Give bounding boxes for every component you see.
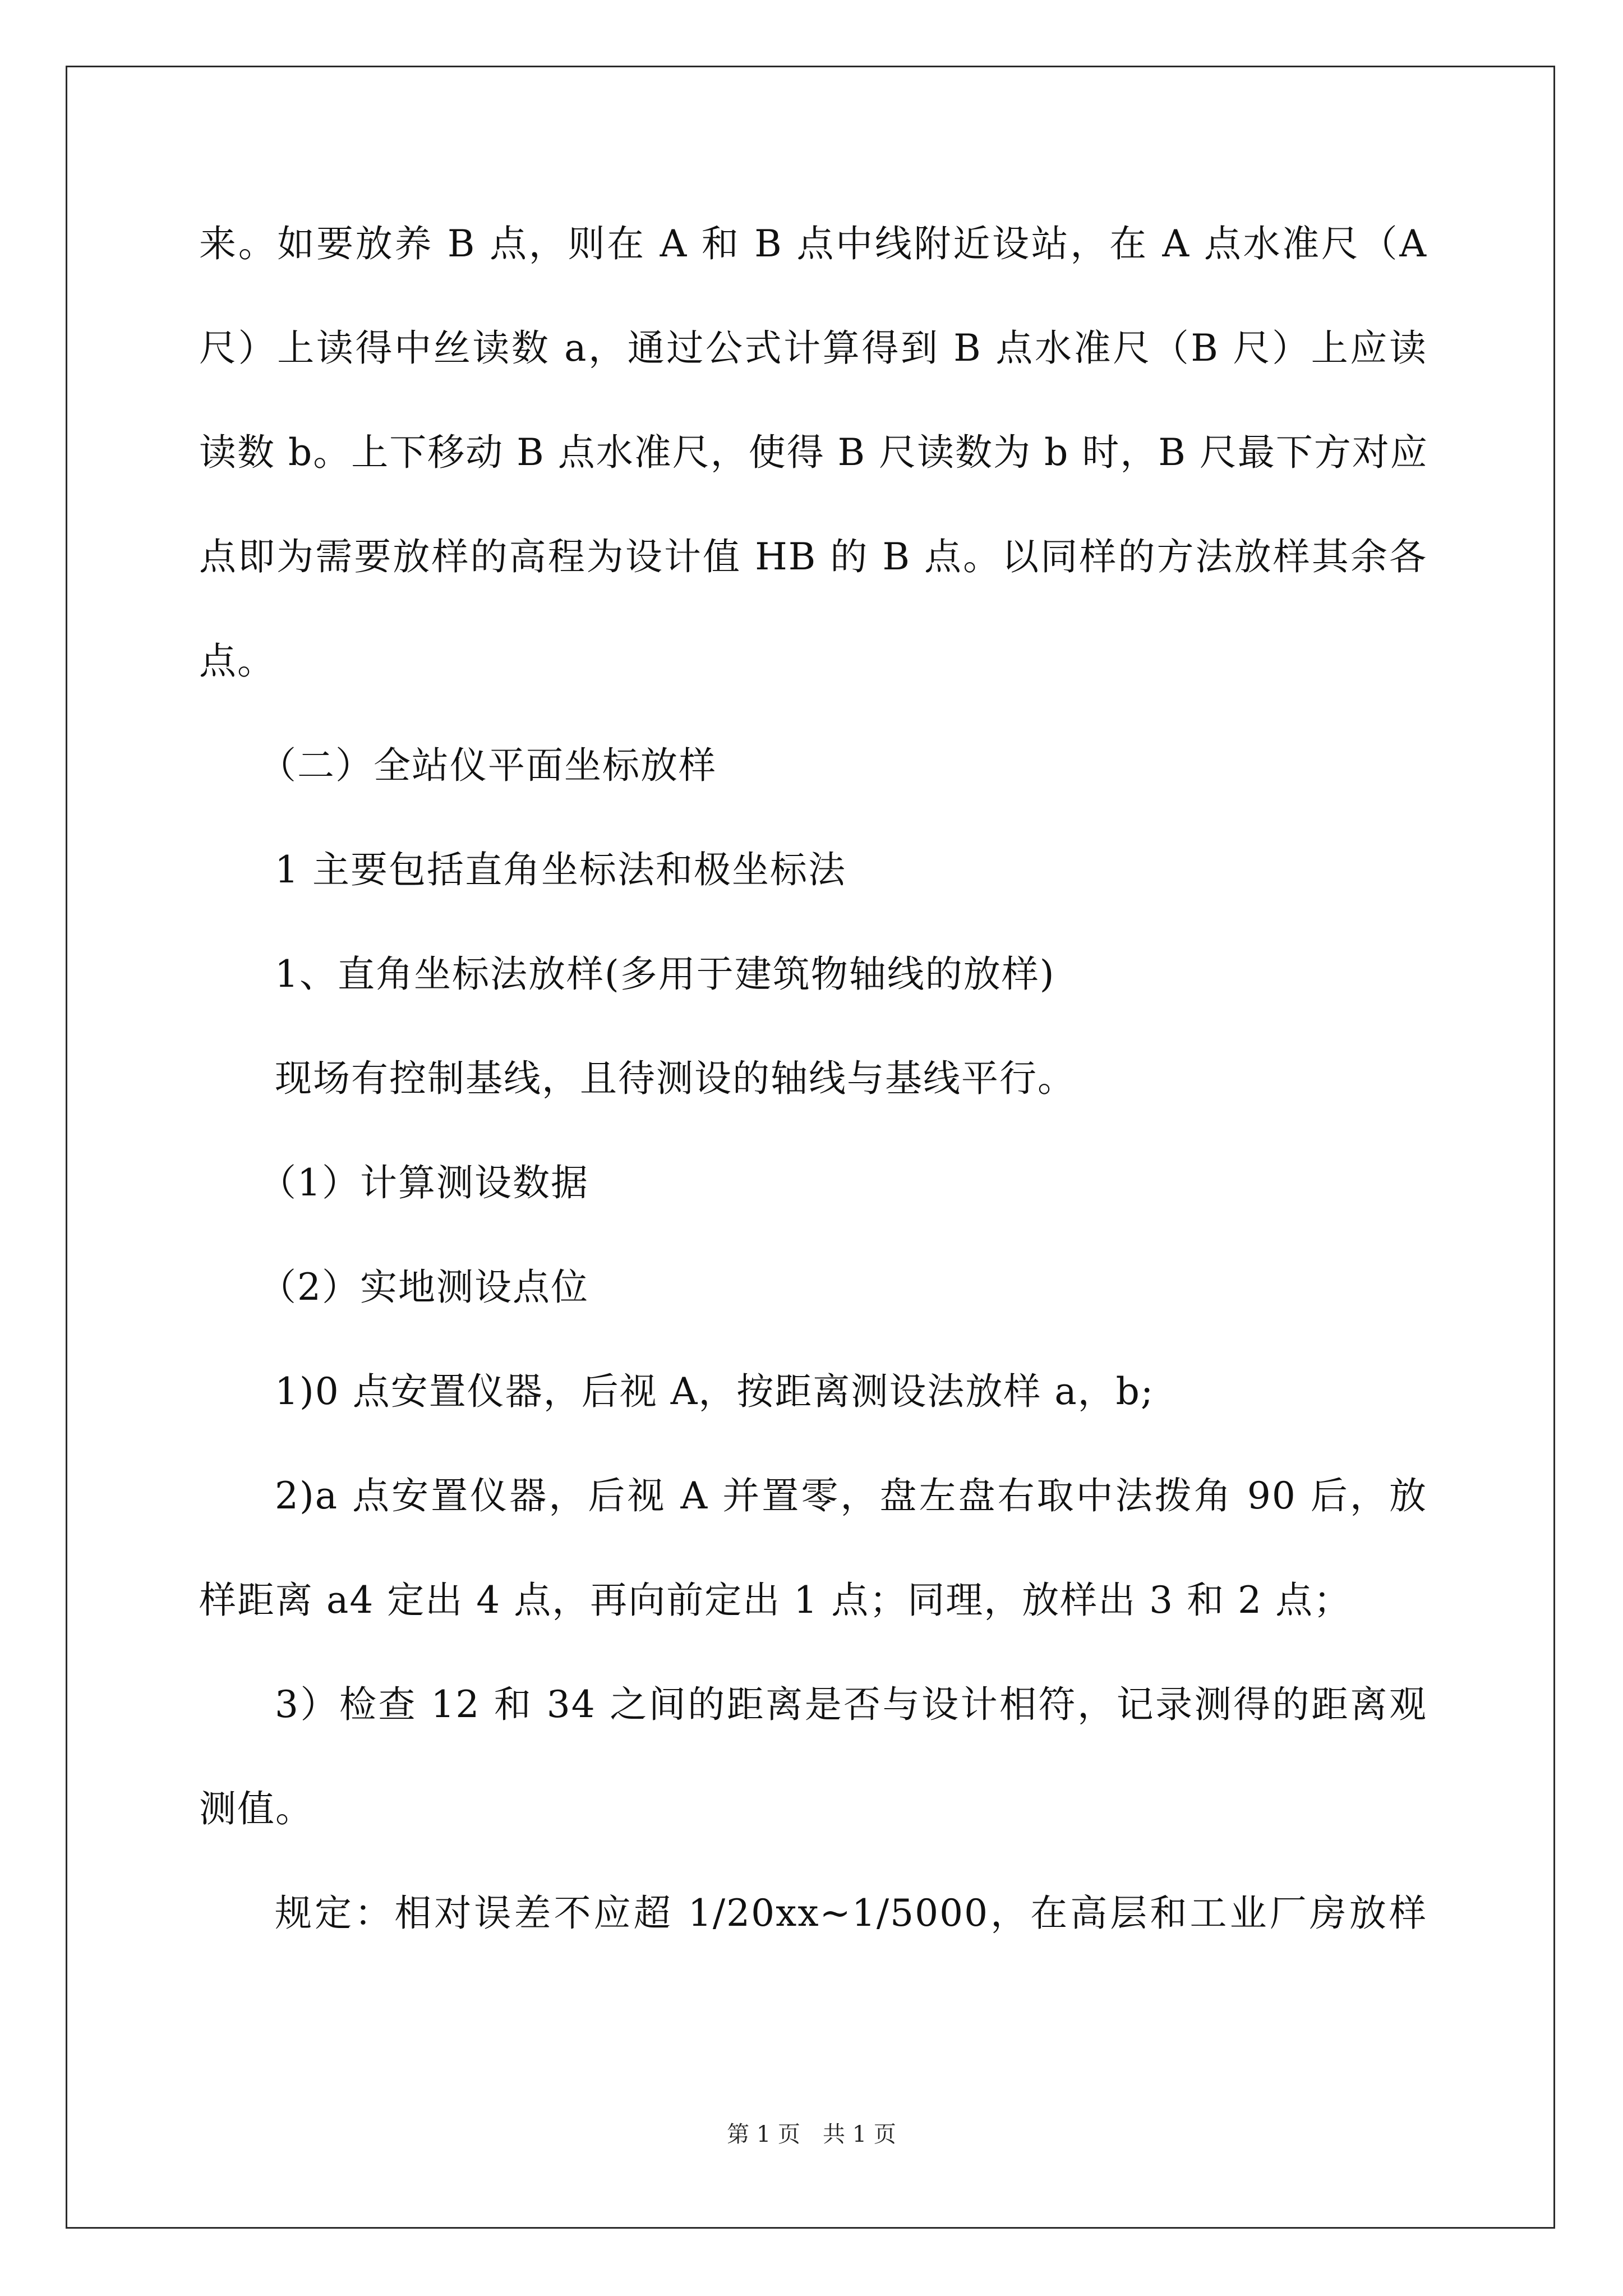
text-line: 样距离 a4 定出 4 点，再向前定出 1 点；同理，放样出 3 和 2 点；: [199, 1579, 1352, 1622]
text-line: 尺）上读得中丝读数 a，通过公式计算得到 B 点水准尺（B 尺）上应读: [199, 326, 1427, 370]
text-line: 1)0 点安置仪器，后视 A，按距离测设法放样 a，b;: [275, 1370, 1155, 1413]
page-footer: 第 1 页 共 1 页: [727, 2122, 896, 2147]
text-line: （1）计算测设数据: [259, 1161, 589, 1204]
text-line: 规定：相对误差不应超 1/20xx~1/5000，在高层和工业厂房放样: [275, 1892, 1427, 1935]
text-line: 来。如要放养 B 点，则在 A 和 B 点中线附近设站，在 A 点水准尺（A: [199, 222, 1427, 265]
text-line: 2)a 点安置仪器，后视 A 并置零，盘左盘右取中法拨角 90 后，放: [275, 1474, 1427, 1517]
text-line: 3）检查 12 和 34 之间的距离是否与设计相符，记录测得的距离观: [275, 1683, 1427, 1726]
text-line: 测值。: [199, 1787, 313, 1830]
text-line: 1 主要包括直角坐标法和极坐标法: [275, 848, 846, 891]
text-line: 1、直角坐标法放样(多用于建筑物轴线的放样): [275, 953, 1055, 996]
text-line: 点。: [199, 639, 275, 683]
text-line: 读数 b。上下移动 B 点水准尺，使得 B 尺读数为 b 时，B 尺最下方对应: [199, 431, 1428, 474]
text-line: （2）实地测设点位: [259, 1266, 589, 1309]
section-heading: （二）全站仪平面坐标放样: [259, 744, 717, 787]
text-line: 点即为需要放样的高程为设计值 HB 的 B 点。以同样的方法放样其余各: [199, 535, 1427, 578]
text-line: 现场有控制基线，且待测设的轴线与基线平行。: [275, 1057, 1076, 1100]
